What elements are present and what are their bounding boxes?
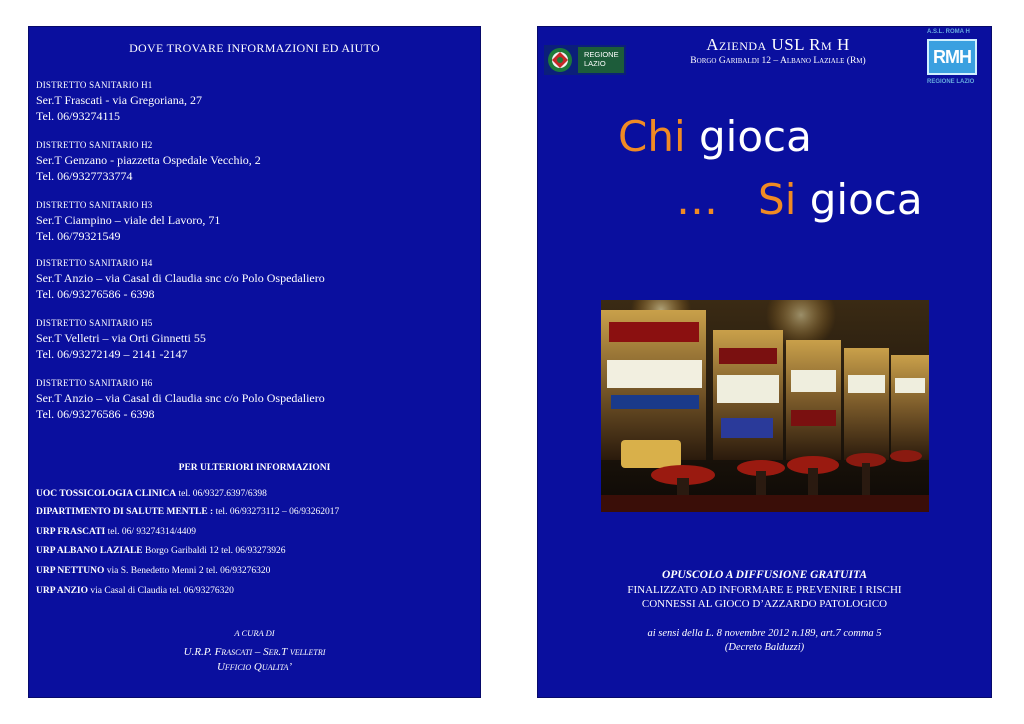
info-header: DOVE TROVARE INFORMAZIONI ED AIUTO (129, 41, 380, 55)
curated-by-label: A CURA DI (234, 628, 275, 638)
more-info-header: PER ULTERIORI INFORMAZIONI (178, 463, 331, 473)
title-line2 (676, 175, 923, 224)
title-gioca-word: gioca (698, 112, 812, 161)
district-label: DISTRETTO SANITARIO H5 (36, 318, 153, 328)
district-phone: Tel. 06/93276586 - 6398 (36, 287, 155, 301)
district-label: DISTRETTO SANITARIO H6 (36, 378, 153, 388)
district-phone: Tel. 06/79321549 (36, 229, 121, 243)
district-address: Ser.T Frascati - via Gregoriana, 27 (36, 93, 203, 107)
district-label: DISTRETTO SANITARIO H2 (36, 140, 153, 150)
district-address: Ser.T Velletri – via Orti Ginnetti 55 (36, 331, 206, 345)
law-line2: (Decreto Balduzzi) (724, 642, 805, 653)
rmh-bottom-text: REGIONE LAZIO (927, 79, 975, 85)
district-h5 (36, 317, 206, 362)
title-si-word: … Si (676, 175, 797, 224)
law-line1: ai sensi della L. 8 novembre 2012 n.189, art.7 comma 5 (647, 628, 882, 639)
district-label: DISTRETTO SANITARIO H4 (36, 258, 153, 268)
contact-detail: tel. 06/9327.6397/6398 (178, 489, 267, 499)
front-panel (537, 26, 992, 698)
curated-line1: U.R.P. Frascati – Ser.T velletri (183, 646, 326, 658)
contact-detail: via S. Benedetto Menni 2 tel. 06/93276320 (106, 566, 271, 576)
contact-item (36, 489, 267, 499)
org-address: Borgo Garibaldi 12 – Albano Laziale (Rm) (690, 56, 866, 66)
contact-detail: Borgo Garibaldi 12 tel. 06/93273926 (145, 546, 286, 556)
contact-detail: tel. 06/93273112 – 06/93262017 (215, 507, 340, 517)
district-h1 (36, 79, 202, 124)
contact-detail: tel. 06/ 93274314/4409 (107, 527, 197, 537)
contact-item (36, 566, 270, 576)
district-phone: Tel. 06/93272149 – 2141 -2147 (36, 347, 188, 361)
district-h2 (36, 139, 261, 184)
lazio-logo-text: REGIONE LAZIO (584, 50, 619, 68)
contact-name: DIPARTIMENTO DI SALUTE MENTLE : (36, 507, 214, 517)
district-address: Ser.T Anzio – via Casal di Claudia snc c/o Polo Ospedaliero (36, 271, 325, 285)
district-label: DISTRETTO SANITARIO H1 (36, 80, 153, 90)
purpose-line1: FINALIZZATO AD INFORMARE E PREVENIRE I RISCHI (627, 584, 902, 596)
contact-item (36, 527, 196, 537)
curated-line2: Ufficio Qualita’ (216, 661, 293, 673)
district-h4 (36, 257, 325, 302)
district-h6 (36, 377, 325, 422)
contact-name: URP ANZIO (36, 586, 88, 596)
contact-name: URP NETTUNO (36, 566, 105, 576)
purpose-line2: CONNESSI AL GIOCO D’AZZARDO PATOLOGICO (641, 598, 888, 610)
district-label: DISTRETTO SANITARIO H3 (36, 200, 153, 210)
brochure-label: OPUSCOLO A DIFFUSIONE GRATUITA (661, 569, 868, 581)
slot-machines-image (601, 300, 929, 512)
org-name: Azienda USL Rm H (706, 35, 850, 54)
district-address: Ser.T Ciampino – viale del Lavoro, 71 (36, 213, 221, 227)
district-phone: Tel. 06/93274115 (36, 109, 121, 123)
rmh-badge: RMH (927, 39, 977, 75)
district-phone: Tel. 06/93276586 - 6398 (36, 407, 155, 421)
district-phone: Tel. 06/9327733774 (36, 169, 133, 183)
contact-item (36, 507, 339, 517)
district-address: Ser.T Genzano - piazzetta Ospedale Vecchio, 2 (36, 153, 261, 167)
back-panel (28, 26, 481, 698)
contact-item (36, 546, 285, 556)
asl-rmh-logo (923, 27, 983, 89)
slot-machines-photo (601, 300, 929, 512)
contact-name: UOC TOSSICOLOGIA CLINICA (36, 489, 177, 499)
title-chi-word: Chi (618, 112, 686, 161)
title-gioca-word-2: gioca (809, 175, 923, 224)
district-h3 (36, 199, 220, 244)
district-address: Ser.T Anzio – via Casal di Claudia snc c/o Polo Ospedaliero (36, 391, 325, 405)
regione-lazio-logo (544, 45, 626, 75)
contact-detail: via Casal di Claudia tel. 06/93276320 (90, 586, 234, 596)
contact-item (36, 586, 234, 596)
contact-name: URP ALBANO LAZIALE (36, 546, 143, 556)
contact-name: URP FRASCATI (36, 527, 106, 537)
title-line1 (618, 112, 812, 161)
rmh-top-text: A.S.L. ROMA H (927, 29, 970, 35)
